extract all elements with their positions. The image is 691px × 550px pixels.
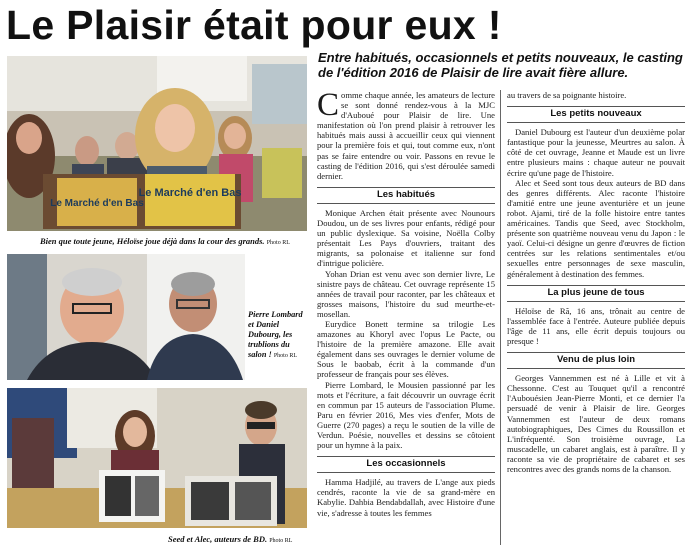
photo-credit: Photo RL bbox=[266, 240, 290, 246]
paragraph: Monique Archen était présente avec Nounours Doudou, un de ses livres pour enfants, rédigé pour un public dyslexique. Sa voisine, Noëlla Colby présentait Les Pays d'ouvriers, traitant des migrants, sa polonaise et italienne sur fond d'intrigue policière. bbox=[317, 207, 495, 269]
column-divider bbox=[500, 90, 501, 545]
caption-text: Seed et Alec, auteurs de BD. bbox=[168, 534, 268, 544]
paragraph: Daniel Dubourg est l'auteur d'un deuxième polar fantastique pour la jeunesse, Meurtres au salon. À côté de cet ouvrage, Jeanne et Maude est un livre entre plusieurs mains : chaque auteur ne pouvait écrire qu'une page de l'histoire. bbox=[507, 127, 685, 178]
photo-seed-alec bbox=[7, 388, 307, 528]
photo-lombard-dubourg-image bbox=[7, 254, 245, 380]
photo-credit: Photo RL bbox=[269, 538, 293, 544]
caption-text: Pierre Lombard et Daniel Dubourg, les trublions du salon ! bbox=[248, 310, 303, 359]
photo-seed-alec-caption bbox=[168, 534, 308, 546]
photo-lombard-dubourg-caption bbox=[248, 310, 310, 361]
paragraph: Héloïse de Rã, 16 ans, trônait au centre de l'assemblée face à l'entrée. Auteure publiée depuis l'âge de 11 ans, elle écrit depuis toujours ou presque ! bbox=[507, 305, 685, 346]
paragraph: Pierre Lombard, le Mousien passionné par les mots et l'écriture, a fait découvrir un ouvrage écrit en commun par 15 auteurs de l'association Plume. Paru en février 2016, Mes vies d'enfer, Mots de Guerre (270 pages) a reçu le soutien de la ville de Verdun. Poésie, nouvelles et dessins se côtoient pour un hymne à la paix. bbox=[317, 379, 495, 451]
section-heading-petits-nouveaux: Les petits nouveaux bbox=[507, 106, 685, 123]
caption-text: Bien que toute jeune, Héloïse joue déjà dans la cour des grands. bbox=[40, 236, 265, 246]
photo-seed-alec-image bbox=[7, 388, 307, 528]
intro-text: omme chaque année, les amateurs de lecture se sont donné rendez-vous à la MJC d'Auboué pour Plaisir de lire. Une manifestation où l'on prend plaisir à retrouver les habitués mais aussi à accueillir ceux qui viennent pour la première fois et qui, tout comme eux, n'ont pas se faire entendre ou voir. Passons en revue le casting de l'édition 2016, qui s'est déroulée samedi dernier. bbox=[317, 90, 495, 181]
paragraph: au travers de sa poignante histoire. bbox=[507, 90, 627, 100]
section-heading-habitues: Les habitués bbox=[317, 187, 495, 204]
headline: Le Plaisir était pour eux ! bbox=[6, 2, 502, 48]
photo-heloise-image bbox=[7, 56, 307, 231]
photo-heloise-caption bbox=[40, 236, 308, 248]
section-heading-plus-jeune: La plus jeune de tous bbox=[507, 285, 685, 302]
photo-heloise bbox=[7, 56, 307, 231]
article-column-1 bbox=[317, 87, 495, 518]
paragraph: Yohan Drian est venu avec son dernier livre, Le sinistre pays de château. Cet ouvrage représente 15 années de travail pour raconter, par les châteaux et grosses maisons, l'histoire du sud meurthe-et-mosellan. bbox=[317, 268, 495, 319]
book-title: Le Marché d'en Bas bbox=[50, 198, 144, 209]
section-heading-plus-loin: Venu de plus loin bbox=[507, 352, 685, 369]
book-title: Le Marché d'en Bas bbox=[138, 187, 242, 199]
photo-lombard-dubourg bbox=[7, 254, 245, 380]
paragraph: Georges Vannemmen est né à Lille et vit à Chessonne. C'est au Touquet qu'il a rencontré l'Aubouésien Jean-Pierre Monti, et ce dernier l'a persuadé de venir à Plaisir de lire. Georges Vannemmen est l'auteur de deux romans autobiographiques, Des Cimes du Roussillon et L'infréquenté. Son troisième ouvrage, La muscadelle, un cabaret anglais, est à paraître. Il y raconte sa vie de propriétaire de cabaret et ses rencontres avec des grands noms de la chanson. bbox=[507, 373, 685, 474]
article-column-2 bbox=[507, 90, 685, 474]
intro-paragraph bbox=[317, 87, 495, 181]
section-heading-occasionnels: Les occasionnels bbox=[317, 456, 495, 473]
paragraph: Hamma Hadjilé, au travers de L'ange aux pieds cendrés, raconte la vie de sa grand-mère en Kabylie. Dahbia Bendabdallah, avec Histoire d'une vie, s'adresse à toutes les femmes bbox=[317, 477, 495, 518]
article-lead: Entre habitués, occasionnels et petits nouveaux, le casting de l'édition 2016 de Plaisir de lire avait fière allure. bbox=[318, 50, 683, 80]
paragraph: Alec et Seed sont tous deux auteurs de BD dans des genres différents. Alec raconte l'histoire d'amitié entre une jeune aventurière et un jeune robot. Ajami, tiré de la folle histoire entre tantes américaines. Tandis que Seed, avec Stockholm, présente son quatrième nouveau venu du Japon : le yaoï. Celui-ci désigne un genre d'œuvres de fiction centrées sur les relations sentimentales et/ou sexuelles entre personnages de sexe masculin, généralement à destination des femmes. bbox=[507, 177, 685, 279]
photo-credit: Photo RL bbox=[273, 353, 297, 359]
paragraph: Eurydice Bonett termine sa trilogie Les amazones au Khoryl avec l'opus Le Pacte, ou l'histoire de la première amazone. Elle avait également dans ses ouvrages le dernier volume de Sous le baobab, écrit à la commande d'un professeur de français pour ses élèves. bbox=[317, 318, 495, 380]
book-cover bbox=[145, 174, 235, 226]
drop-cap: C bbox=[317, 87, 340, 123]
